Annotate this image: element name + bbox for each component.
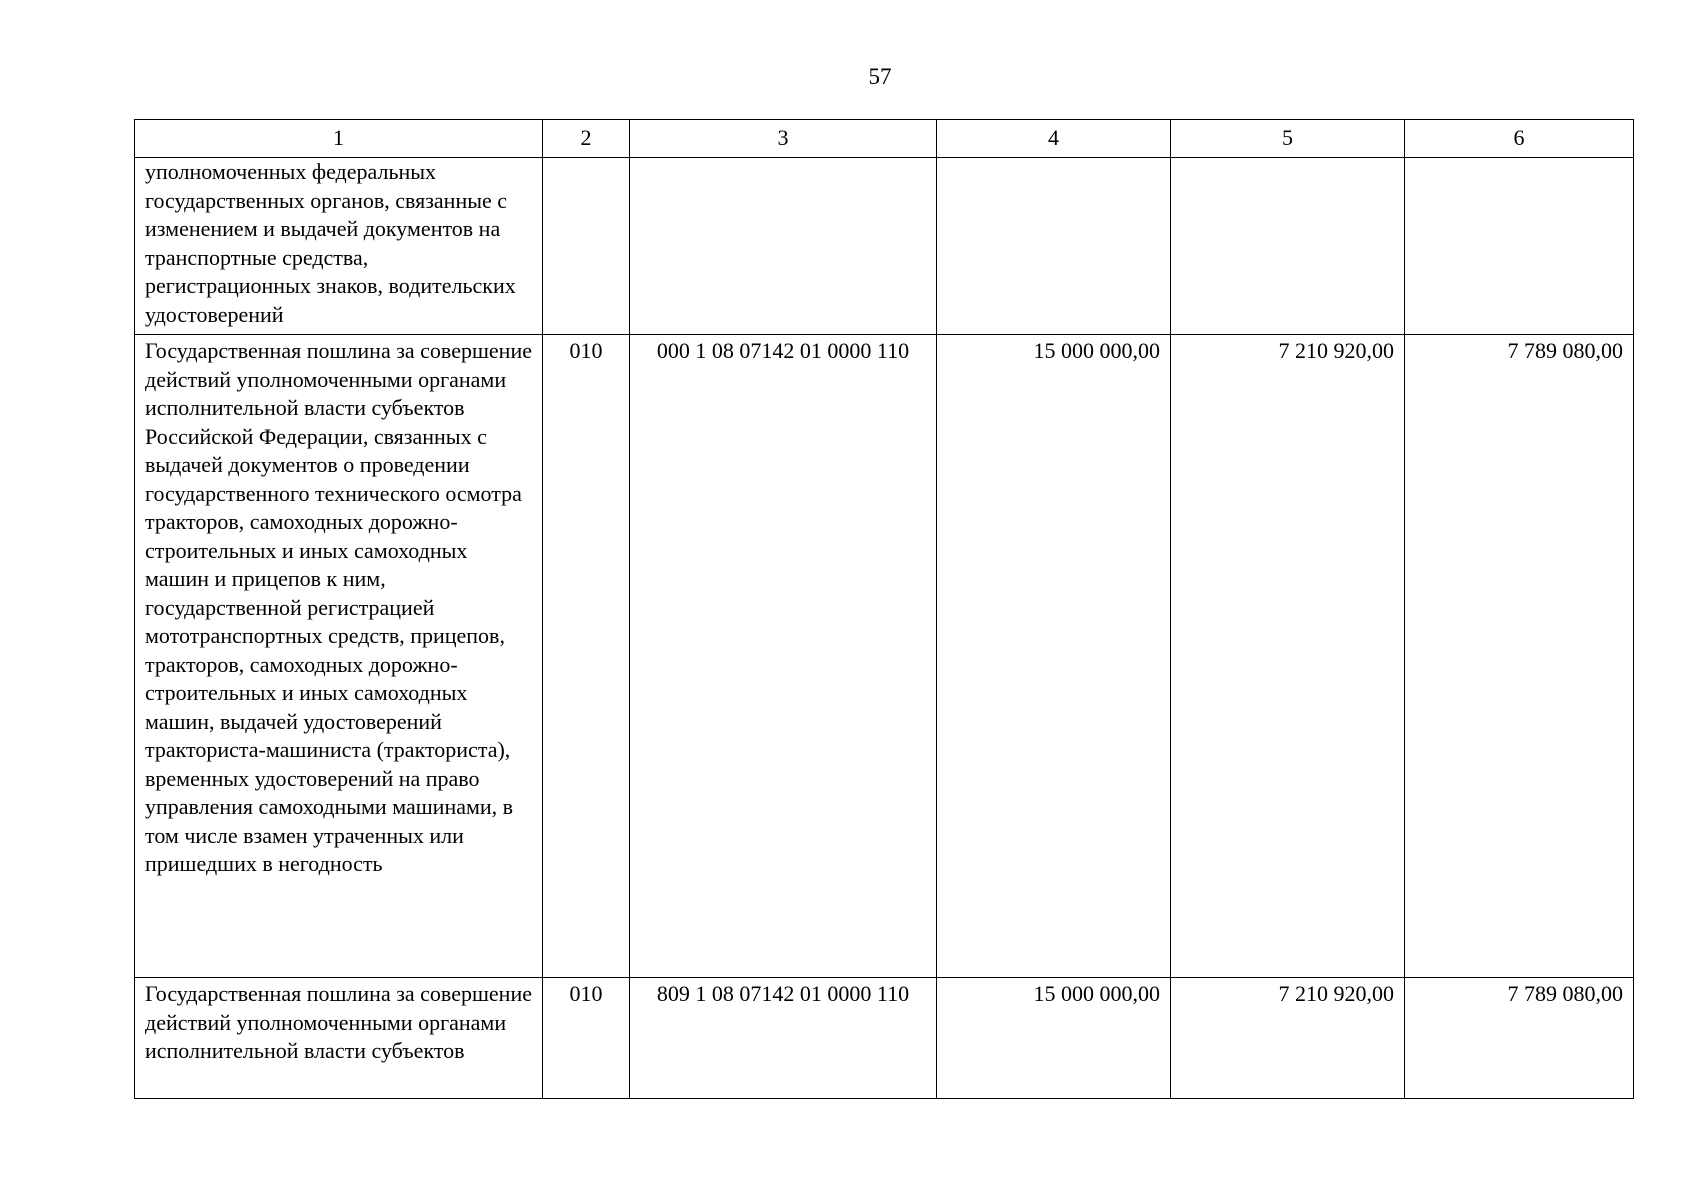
budget-table (134, 119, 1634, 1099)
row-kbk-cell: 809 1 08 07142 01 0000 110 (630, 978, 937, 1099)
page-number: 57 (868, 64, 892, 89)
table-row (135, 978, 1634, 1099)
row-col5-cell (1171, 158, 1405, 335)
row-code-cell: 010 (543, 335, 630, 978)
row-col4-cell: 15 000 000,00 (937, 978, 1171, 1099)
row-name-cell: Государственная пошлина за совершение действий уполномоченными органами исполнительной власти субъектов Российской Федерации, связанных с выдачей документов о проведении государственного технического осмотра тракторов, самоходных дорожно-строительных и иных самоходных машин и прицепов к ним, государственной регистрацией мототранспортных средств, прицепов, тракторов, самоходных дорожно-строительных и иных самоходных машин, выдачей удостоверений тракториста-машиниста (тракториста), временных удостоверений на право управления самоходными машинами, в том числе взамен утраченных или пришедших в негодность (135, 335, 543, 978)
header-col-2: 2 (543, 120, 630, 158)
table-header-row (135, 120, 1634, 158)
header-col-1: 1 (135, 120, 543, 158)
table-row (135, 335, 1634, 978)
row-kbk-cell (630, 158, 937, 335)
row-col6-cell (1405, 158, 1634, 335)
row-col4-cell: 15 000 000,00 (937, 335, 1171, 978)
header-col-3: 3 (630, 120, 937, 158)
row-code-cell (543, 158, 630, 335)
row-col6-cell: 7 789 080,00 (1405, 335, 1634, 978)
header-col-5: 5 (1171, 120, 1405, 158)
row-col4-cell (937, 158, 1171, 335)
row-name-cell: Государственная пошлина за совершение действий уполномоченными органами исполнительной власти субъектов (135, 978, 543, 1099)
header-col-6: 6 (1405, 120, 1634, 158)
row-code-cell: 010 (543, 978, 630, 1099)
row-col5-cell: 7 210 920,00 (1171, 978, 1405, 1099)
row-kbk-cell: 000 1 08 07142 01 0000 110 (630, 335, 937, 978)
table-row (135, 158, 1634, 335)
row-col6-cell: 7 789 080,00 (1405, 978, 1634, 1099)
row-col5-cell: 7 210 920,00 (1171, 335, 1405, 978)
header-col-4: 4 (937, 120, 1171, 158)
row-name-cell: уполномоченных федеральных государственных органов, связанные с изменением и выдачей документов на транспортные средства, регистрационных знаков, водительских удостоверений (135, 158, 543, 335)
